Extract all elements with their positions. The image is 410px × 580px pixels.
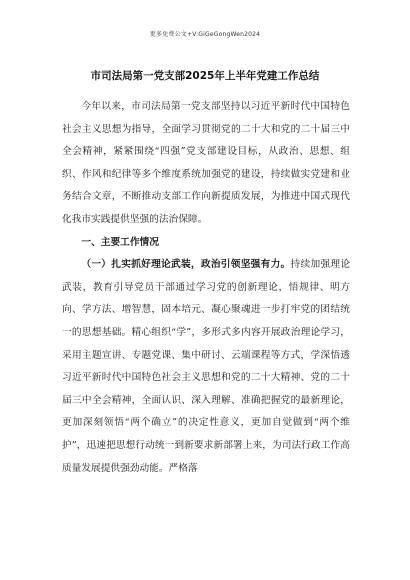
subsection-heading: （一）扎实抓好理论武装，政治引领坚强有力。 bbox=[81, 259, 291, 271]
document-body bbox=[62, 96, 350, 480]
subsection-text: 持续加强理论武装，教育引导党员干部通过学习党的创新理论，悟规律、明方向、学方法、增智慧，固本培元、凝心聚魂进一步打牢党的团结统一的思想基础。精心组织“学”，多形式多内容开展政治理论学习，采用主题宣讲、专题党课、集中研讨、云端课程等方式，学深悟透习近平新时代中国特色社会主义思想和党的二十大精神、党的二十届三中全会精神，全面认识、深入理解、准确把握党的最新理论，更加深刻领悟“两个确立”的决定性意义，更加自觉做到“两个维护”，迅速把思想行动统一到新要求新部署上来，为司法行政工作高质量发展提供强劲动能。严格落 bbox=[62, 259, 351, 474]
subsection-paragraph bbox=[62, 254, 350, 480]
header-watermark: 更多免费公文+V:GiGeGongWen2024 bbox=[149, 31, 261, 38]
intro-paragraph: 今年以来，市司法局第一党支部坚持以习近平新时代中国特色社会主义思想为指导，全面学习贯彻党的二十大和党的二十届三中全会精神，紧紧围绕“四强”党支部建设目标，从政治、思想、组织、作风和纪律等多个维度系统加强党的建设，持续做实党建和业务结合文章，不断推动支部工作向新提质发展，为推进中国式现代化我市实践提供坚强的法治保障。 bbox=[62, 101, 350, 225]
section-heading: 一、主要工作情况 bbox=[81, 236, 159, 248]
document-title: 市司法局第一党支部2025年上半年党建工作总结 bbox=[90, 70, 320, 82]
